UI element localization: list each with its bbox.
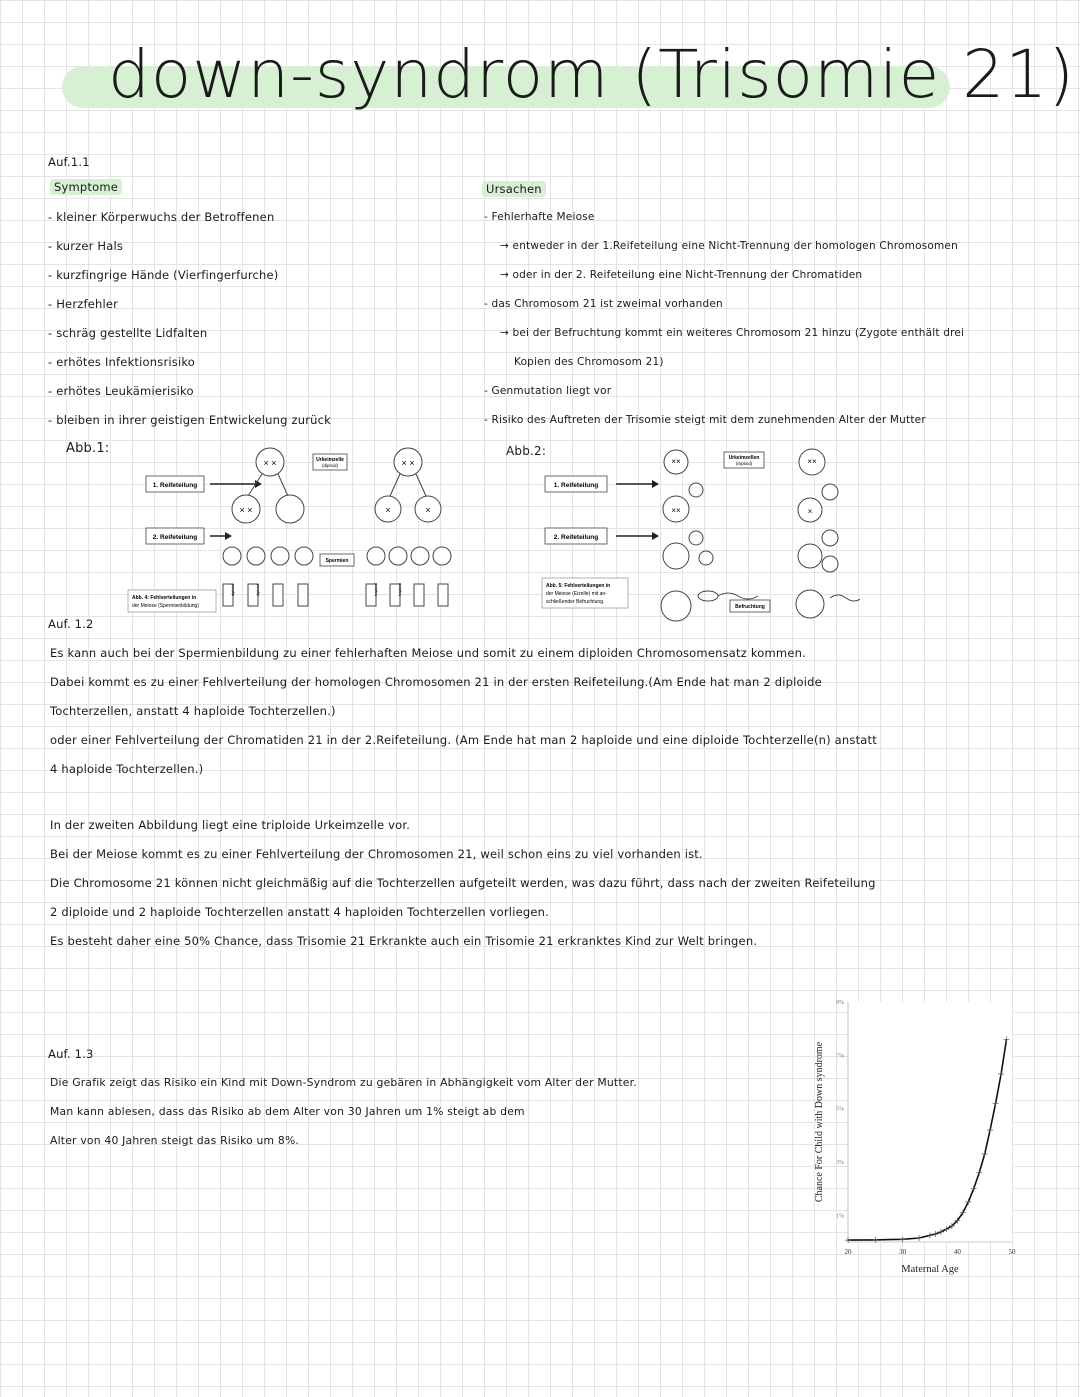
svg-text:2. Reifeteilung: 2. Reifeteilung [553,534,599,541]
svg-text:diploid: diploid [230,584,235,596]
svg-text:Urkeimzellen: Urkeimzellen [728,455,760,461]
svg-text:1. Reifeteilung: 1. Reifeteilung [152,482,198,489]
task-label-1-1: Auf.1.1 [48,155,90,169]
y-tick-label: 3% [836,1160,844,1166]
text-line: Alter von 40 Jahren steigt das Risiko um 8%. [50,1134,300,1147]
svg-text:Abb. 5: Fehlverteilungen in: Abb. 5: Fehlverteilungen in [546,583,611,589]
svg-text:(diploid): (diploid) [321,463,339,468]
x-tick-label: 50 [1008,1248,1016,1256]
fig2-label: Abb.2: [506,444,547,458]
list-item: - bleiben in ihrer geistigen Entwickelung zurück [48,413,331,427]
list-item: - erhötes Leukämierisiko [48,384,194,398]
task-label-1-2: Auf. 1.2 [48,617,94,631]
svg-text:×: × [425,505,431,515]
svg-text:×: × [807,507,813,516]
list-item: → oder in der 2. Reifeteilung eine Nicht-Trennung der Chromatiden [500,269,863,281]
list-item: → entweder in der 1.Reifeteilung eine Nicht-Trennung der homologen Chromosomen [500,240,958,252]
svg-text:× ×: × × [239,505,253,515]
plot-area [848,1002,1012,1242]
svg-text:× ×: × × [401,458,415,468]
y-tick-label: 7% [836,1053,844,1060]
text-line: Tochterzellen, anstatt 4 haploide Tochterzellen.) [50,704,336,718]
y-axis-label: Chance For Child with Down syndrome [814,1041,825,1203]
list-item: - kleiner Körperwuchs der Betroffenen [48,210,275,224]
svg-text:2. Reifeteilung: 2. Reifeteilung [152,534,198,541]
maternal-age-risk-chart [800,990,1040,1290]
text-line: 2 diploide und 2 haploide Tochterzellen anstatt 4 haploiden Tochterzellen vorliegen. [50,905,549,919]
svg-text:Spermien: Spermien [325,558,349,564]
list-item: Kopien des Chromosom 21) [514,356,664,368]
x-tick-label: 20 [844,1248,852,1256]
svg-text:haploid: haploid [373,583,378,596]
list-item: - kurzfingrige Hände (Vierfingerfurche) [48,268,279,282]
fig1-label: Abb.1: [66,441,110,456]
list-item: - kurzer Hals [48,239,124,253]
x-tick-label: 40 [953,1248,961,1256]
symptome-heading: Symptome [50,180,122,194]
svg-text:×: × [385,505,391,515]
text-line: Bei der Meiose kommt es zu einer Fehlverteilung der Chromosomen 21, weil schon eins zu viel vorhanden ist. [50,847,703,861]
text-line: 4 haploide Tochterzellen.) [50,762,204,776]
svg-text:Urkeimzelle: Urkeimzelle [316,457,344,463]
text-line: Es kann auch bei der Spermienbildung zu einer fehlerhaften Meiose und somit zu einem diploiden Chromosomensatz kommen. [50,646,806,660]
ursachen-list [484,211,964,443]
x-axis-label: Maternal Age [901,1264,959,1275]
svg-text:Abb. 4: Fehlverteilungen in: Abb. 4: Fehlverteilungen in [132,595,197,601]
list-item: - Herzfehler [48,297,119,311]
symptome-list [48,210,331,442]
answer-1-2-paragraph-2 [50,818,1040,963]
list-item: - das Chromosom 21 ist zweimal vorhanden [484,298,723,310]
ursachen-heading: Ursachen [482,182,546,196]
x-tick-label: 30 [899,1248,907,1256]
list-item: - erhötes Infektionsrisiko [48,355,196,369]
svg-text:haploid: haploid [397,583,402,596]
svg-text:schließender Befruchtung.: schließender Befruchtung. [546,599,605,605]
y-tick-label: 5% [836,1106,844,1113]
text-line: Die Chromosome 21 können nicht gleichmäßig auf die Tochterzellen aufgeteilt werden, was dazu führt, dass nach der zweiten Reifeteilung [50,876,876,890]
svg-text:diploid: diploid [255,584,260,596]
text-line: In der zweiten Abbildung liegt eine triploide Urkeimzelle vor. [50,818,411,832]
list-item: - Fehlerhafte Meiose [484,211,595,223]
list-item: - Genmutation liegt vor [484,385,612,397]
answer-1-2-paragraph-1 [50,646,1040,791]
answer-1-3 [50,1076,810,1163]
list-item: - Risiko des Auftreten der Trisomie steigt mit dem zunehmenden Alter der Mutter [484,414,926,426]
svg-text:× ×: × × [263,458,277,468]
svg-text:××: ×× [807,457,817,466]
text-line: Dabei kommt es zu einer Fehlverteilung der homologen Chromosomen 21 in der ersten Reifeteilung.(Am Ende hat man 2 diploide [50,675,822,689]
text-line: oder einer Fehlverteilung der Chromatiden 21 in der 2.Reifeteilung. (Am Ende hat man 2 haploide und eine diploide Tochterzelle(n) anstatt [50,733,877,747]
svg-text:1. Reifeteilung: 1. Reifeteilung [553,482,599,489]
figure-2-meiosis-egg [540,446,860,626]
svg-text:der Meiose (Eizelle) mit an-: der Meiose (Eizelle) mit an- [546,591,607,597]
svg-text:der Meiose (Spermienbildung): der Meiose (Spermienbildung) [132,603,199,609]
figure-1-meiosis-sperm [120,446,480,616]
task-label-1-3: Auf. 1.3 [48,1047,94,1061]
text-line: Man kann ablesen, dass das Risiko ab dem Alter von 30 Jahren um 1% steigt ab dem [50,1105,525,1118]
svg-text:××: ×× [671,457,681,466]
y-tick-label: 1% [836,1213,844,1220]
list-item: - schräg gestellte Lidfalten [48,326,208,340]
list-item: → bei der Befruchtung kommt ein weiteres Chromosom 21 hinzu (Zygote enthält drei [500,327,965,339]
svg-text:Befruchtung: Befruchtung [735,604,765,610]
text-line: Es besteht daher eine 50% Chance, dass Trisomie 21 Erkrankte auch ein Trisomie 21 erkranktes Kind zur Welt bringen. [50,934,758,948]
text-line: Die Grafik zeigt das Risiko ein Kind mit Down-Syndrom zu gebären in Abhängigkeit vom Alter der Mutter. [50,1076,637,1089]
page-title: down-syndrom (Trisomie 21) [108,36,1075,113]
y-tick-label: 9% [836,1000,844,1006]
svg-text:(triploid): (triploid) [735,461,753,466]
svg-text:××: ×× [671,506,681,515]
